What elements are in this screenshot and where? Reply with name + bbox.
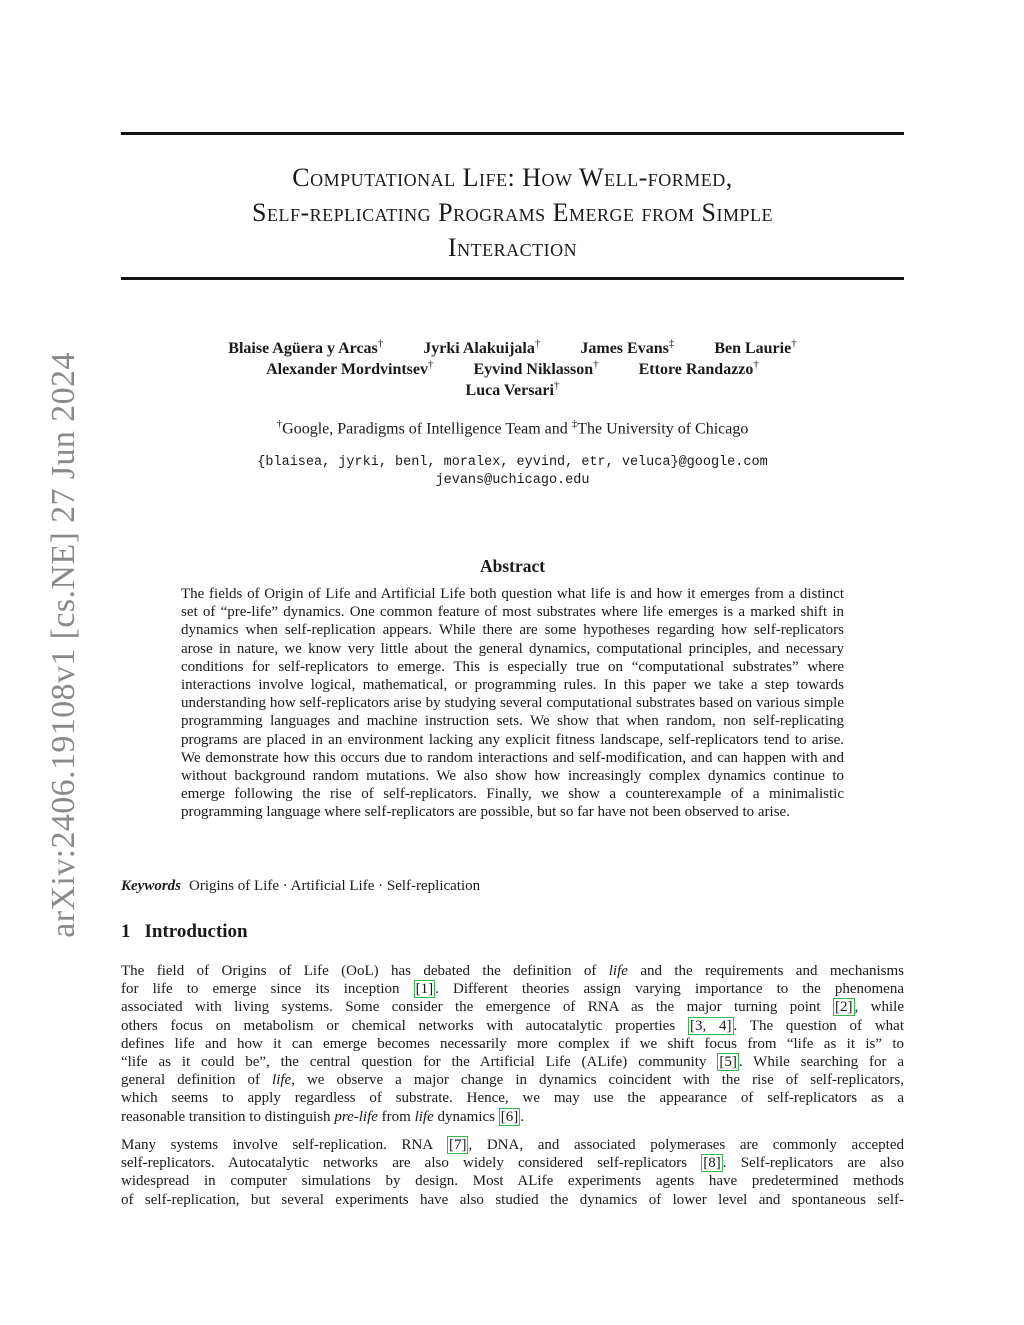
citation-link[interactable]: [6] [500,1108,519,1125]
title-bottom-rule [121,277,904,280]
title-top-rule [121,132,904,135]
author: Ben Laurie† [714,338,797,358]
author: Luca Versari† [465,380,560,400]
email-line: {blaisea, jyrki, benl, moralex, eyvind, etr, veluca}@google.com [257,455,768,470]
author: James Evans‡ [580,338,675,358]
email-line: jevans@uchicago.edu [435,473,590,488]
author-row [121,359,904,379]
citation-link[interactable]: [5] [719,1054,737,1071]
author: Alexander Mordvintsev† [266,359,434,379]
keywords-text: Origins of Life · Artificial Life · Self-replication [189,878,481,894]
section-heading: 1 Introduction [121,921,248,942]
citation-link[interactable]: [7] [448,1137,467,1153]
title-line: Self-replicating Programs Emerge from Simple [252,198,773,227]
paragraph: The field of Origins of Life (OoL) has debated the definition of life and the requirements and mechanisms for life to emerge since its inception [1] . Different theories assign varying importance to the phenomena associated with living systems. Some consider the emergence of RNA as the major turning point [2] , while others focus on metabolism or chemical networks with autocatalytic properties [3, 4] . The question of what defines life and how it can emerge becomes necessarily more complex if we shift focus from “life as it is” to “life as it could be”, the central question for the Artificial Life (ALife) community [5] . While searching for a general definition of life, we observe a major change in dynamics coincident with the rise of self-replicators, which seems to apply regardless of substrate. Hence, we may use the appearance of self-replicators as a reasonable transition to distinguish pre-life from life dynamics [6] . [121,963,904,1125]
affiliations: †Google, Paradigms of Intelligence Team and ‡The University of Chicago [276,418,749,438]
author-row [121,380,904,400]
keywords [121,878,904,895]
author-row [121,338,904,358]
title-line: Computational Life: How Well-formed, [292,163,733,192]
citation-link[interactable]: [3, 4] [689,1017,732,1034]
citation-link[interactable]: [8] [703,1155,721,1172]
paragraph: Many systems involve self-replication. RNA [7] , DNA, and associated polymerases are commonly accepted self-replicators. Autocatalytic networks are also widely considered self-replicators [8] . Self-replicators are also widespread in computer simulations by design. Most ALife experiments agents have predetermined methods of self-replication, but several experiments have also studied the dynamics of lower level and spontaneous self- [121,1137,905,1208]
title-line: Interaction [447,233,578,262]
author: Eyvind Niklasson† [473,359,599,379]
abstract-text: The fields of Origin of Life and Artificial Life both question what life is and how it emerges from a distinct set of “pre-life” dynamics. One common feature of most substrates where life emerges is a marked shift in dynamics when self-replication appears. While there are some hypotheses regarding how self-replicators arose in nature, we know very little about the general dynamics, computational principles, and necessary conditions for self-replicators to emerge. This is especially true on “computational substrates” where interactions involve logical, mathematical, or programming rules. In this paper we take a step towards understanding how self-replicators arise by studying several computational substrates based on various simple programming languages and machine instruction sets. We show that when random, non self-replicating programs are placed in an environment lacking any explicit fitness landscape, self-replicators tend to arise. We demonstrate how this occurs due to random interactions and self-modification, and can happen with and without background random mutations. We also show how increasingly complex dynamics continue to emerge following the rise of self-replicators. Finally, we show a counterexample of a minimalistic programming language where self-replicators are possible, but so far have not been observed to arise. [181,586,844,821]
abstract-heading: Abstract [479,556,546,576]
author: Jyrki Alakuijala† [423,338,541,358]
author: Blaise Agüera y Arcas† [228,338,384,358]
arxiv-identifier: arXiv:2406.19108v1 [cs.NE] 27 Jun 2024 [45,352,82,938]
author: Ettore Randazzo† [638,359,759,379]
citation-link[interactable]: [1] [415,981,434,998]
paper-title [121,160,904,265]
keywords-label: Keywords [121,878,181,894]
citation-link[interactable]: [2] [835,999,853,1016]
